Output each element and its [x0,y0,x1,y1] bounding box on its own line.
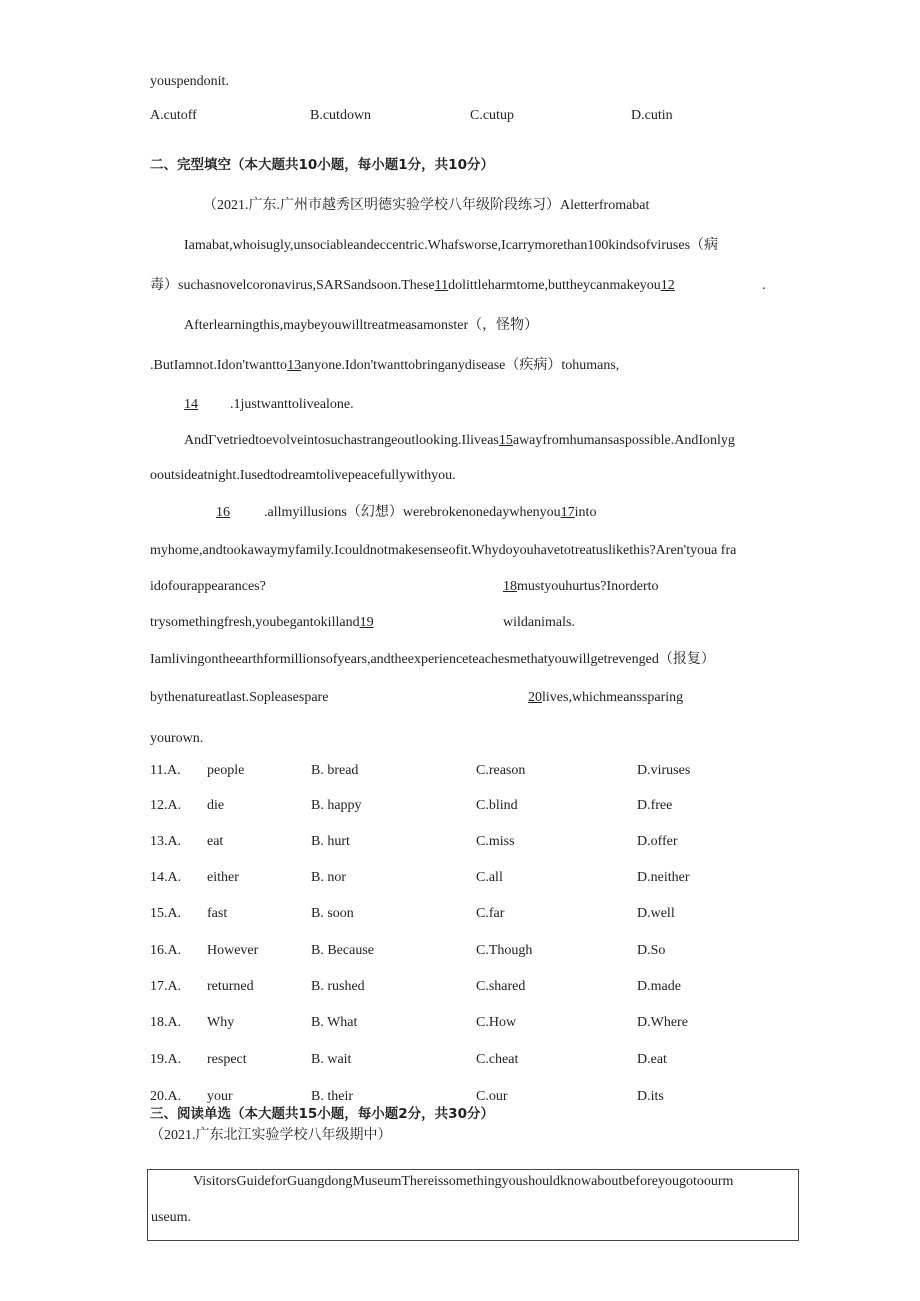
option-a: Why [207,1015,235,1030]
q10-option-b: B.cutdown [310,108,372,123]
option-d: D.So [637,943,666,958]
question-number: 14.A. [150,870,182,885]
option-a: die [207,798,225,813]
section2-title: 二、完型填空（本大题共10小题，每小题1分，共10分） [150,157,494,173]
blank-12: 12 [660,278,675,293]
option-a: returned [207,979,254,994]
q10-option-c: C.cutup [470,108,514,123]
passage-line: 20lives,whichmeanssparing [528,690,684,705]
blank-17: 17 [560,505,575,520]
section3-title: 三、阅读单选（本大题共15小题，每小题2分，共30分） [150,1106,494,1122]
option-c: C.Though [476,943,533,958]
option-d: D.free [637,798,673,813]
option-d: D.made [637,979,681,994]
option-a: eat [207,834,224,849]
option-b: B. Because [311,943,374,958]
passage-line: idofourappearances? [150,579,266,594]
option-c: C.miss [476,834,515,849]
passage-line: .1justwanttolivealone. [230,397,354,412]
blank-11: 11 [434,278,449,293]
blank-13: 13 [287,358,302,373]
option-b: B. nor [311,870,346,885]
option-a: fast [207,906,228,921]
option-d: D.viruses [637,763,691,778]
section2-source: （2021.广东.广州市越秀区明德实验学校八年级阶段练习）Aletterfromabat [203,198,650,213]
option-a: people [207,763,245,778]
option-c: C.our [476,1089,508,1104]
option-d: D.neither [637,870,690,885]
blank-14: 14 [184,397,198,412]
blank-16: 16 [216,505,230,520]
passage-line: wildanimals. [503,615,575,630]
q10-tail: youspendonit. [150,74,229,89]
reading-box [147,1169,799,1241]
reading-box-line: useum. [151,1210,192,1225]
option-c: C.far [476,906,505,921]
question-number: 16.A. [150,943,182,958]
question-number: 18.A. [150,1015,182,1030]
passage-line: yourown. [150,731,204,746]
option-a: your [207,1089,233,1104]
option-b: B. soon [311,906,354,921]
q10-option-a: A.cutoff [150,108,197,123]
blank-20: 20 [528,690,542,705]
option-d: D.well [637,906,675,921]
passage-line: .allmyillusions（幻想）werebrokenonedaywhenyou17into [264,505,597,520]
blank-15: 15 [498,433,513,448]
passage-line: trysomethingfresh,youbegantokilland19 [150,615,374,630]
option-c: C.all [476,870,503,885]
reading-box-line: VisitorsGuideforGuangdongMuseumThereissomethingyoushouldknowaboutbeforeyougotoourm [193,1174,734,1189]
passage-period: . [762,278,766,293]
option-c: C.reason [476,763,526,778]
option-c: C.How [476,1015,517,1030]
option-d: D.its [637,1089,664,1104]
question-number: 17.A. [150,979,182,994]
option-c: C.blind [476,798,518,813]
passage-line: .ButIamnot.Idon'twantto13anyone.Idon'twanttobringanydisease（疾病）tohumans, [150,358,620,373]
option-a: respect [207,1052,247,1067]
passage-line: 18mustyouhurtus?Inorderto [503,579,659,594]
passage-line: AndΓvetriedtoevolveintosuchastrangeoutlooking.Iliveas15awayfromhumansaspossible.AndIonlyg [184,433,735,448]
passage-line: Afterlearningthis,maybeyouwilltreatmeasamonster（，怪物） [184,318,539,333]
option-c: C.shared [476,979,526,994]
section3-source: （2021.广东北江实验学校八年级期中） [150,1128,392,1143]
question-number: 13.A. [150,834,182,849]
q10-option-d: D.cutin [631,108,673,123]
question-number: 15.A. [150,906,182,921]
option-d: D.offer [637,834,678,849]
question-number: 19.A. [150,1052,182,1067]
passage-line: bythenatureatlast.Sopleasespare [150,690,329,705]
question-number: 11.A. [150,763,181,778]
blank-19: 19 [359,615,374,630]
option-d: D.eat [637,1052,667,1067]
passage-line: 毒）suchasnovelcoronavirus,SARSandsoon.These11dolittleharmtome,buttheycanmakeyou12 [150,278,675,293]
option-b: B. bread [311,763,359,778]
passage-line: Iamlivingontheearthformillionsofyears,andtheexperienceteachesmethatyouwillgetrevenged（报复） [150,652,715,667]
passage-line: ooutsideatnight.Iusedtodreamtolivepeacefullywithyou. [150,468,456,483]
passage-line: myhome,andtookawaymyfamily.Icouldnotmakesenseofit.Whydoyouhavetotreatuslikethis?Aren'tyoua fra [150,543,737,558]
blank-18: 18 [503,579,517,594]
option-b: B. What [311,1015,358,1030]
question-number: 12.A. [150,798,182,813]
option-d: D.Where [637,1015,688,1030]
passage-line: Iamabat,whoisugly,unsociableandeccentric.Whafsworse,Icarrymorethan100kindsofviruses（病 [184,238,719,253]
option-b: B. hurt [311,834,350,849]
option-b: B. rushed [311,979,365,994]
option-a: either [207,870,239,885]
question-number: 20.A. [150,1089,182,1104]
option-b: B. their [311,1089,353,1104]
option-a: However [207,943,259,958]
option-b: B. wait [311,1052,352,1067]
option-b: B. happy [311,798,362,813]
option-c: C.cheat [476,1052,519,1067]
